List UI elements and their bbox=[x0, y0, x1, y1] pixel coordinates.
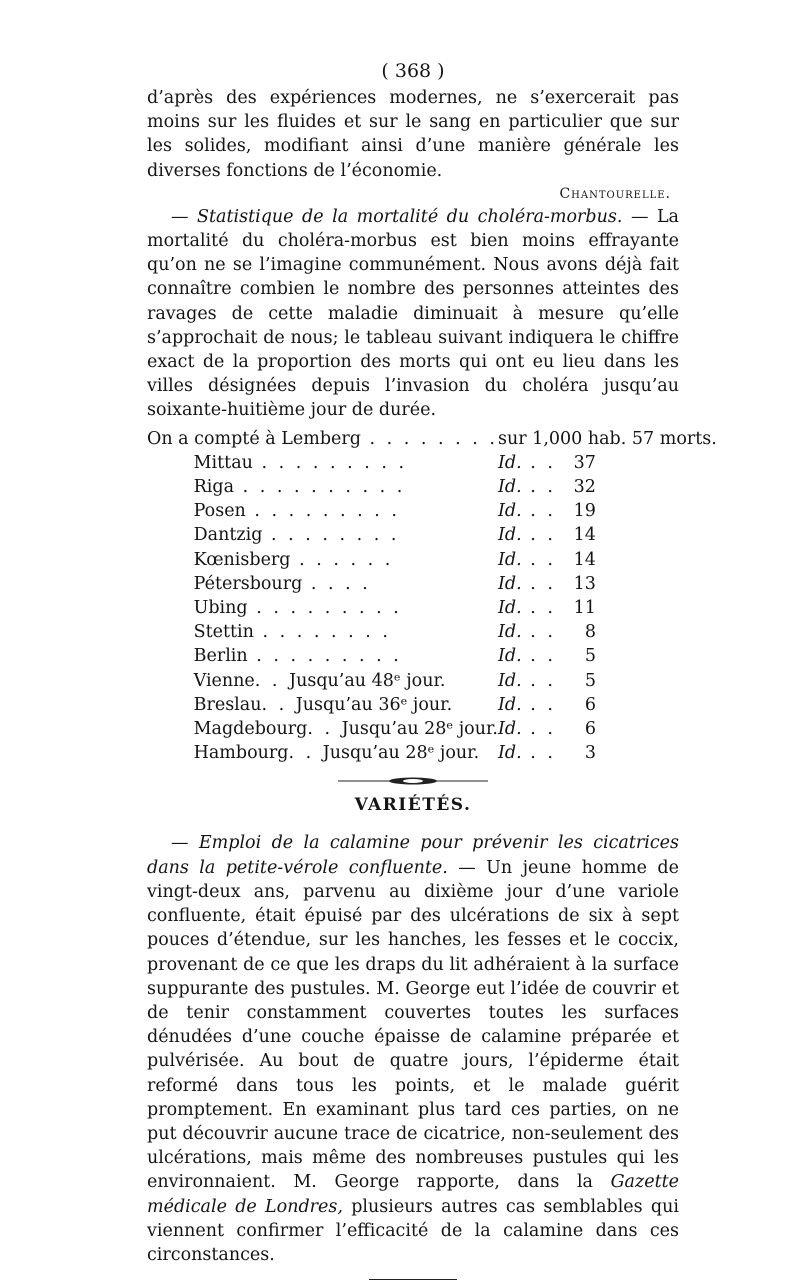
table-spacer bbox=[596, 523, 717, 547]
table-first-city: Lemberg bbox=[281, 428, 361, 449]
leader-dots: . . . . . . bbox=[290, 549, 394, 570]
leader-dots: . . bbox=[521, 525, 556, 546]
article-calamine-title: Emploi de la calamine pour prévenir les cicatrices dans la petite-vérole confluente. bbox=[147, 833, 679, 878]
table-city: Mittau bbox=[193, 452, 253, 473]
table-city-cell bbox=[194, 644, 498, 668]
table-id-cell bbox=[498, 523, 556, 547]
table-city: Hambourg bbox=[193, 743, 289, 764]
table-first-ratio: sur 1,000 hab. bbox=[498, 428, 627, 449]
table-city: Stettin bbox=[193, 622, 254, 643]
leader-dots: . . bbox=[307, 719, 342, 740]
leader-dots: . . . . . . . . bbox=[262, 525, 400, 546]
table-row bbox=[147, 717, 717, 741]
table-value: 5 bbox=[584, 646, 596, 667]
table-spacer bbox=[596, 596, 717, 620]
table-id: Id. bbox=[498, 622, 522, 643]
leader-dots: . . bbox=[521, 694, 556, 715]
table-id-cell bbox=[498, 669, 556, 693]
table-id: Id. bbox=[498, 598, 522, 619]
leader-dots: . . bbox=[521, 452, 556, 473]
leader-dots: . . bbox=[521, 477, 556, 498]
leader-dots: . . . . . . . . . . bbox=[234, 477, 406, 498]
table-row bbox=[147, 427, 717, 451]
table-spacer bbox=[596, 741, 717, 765]
leader-dots: . . . . bbox=[302, 573, 371, 594]
article-statistics bbox=[147, 205, 679, 423]
table-city: Vienne bbox=[193, 670, 255, 691]
table-spacer bbox=[596, 451, 717, 475]
table-spacer bbox=[596, 548, 717, 572]
section-heading: VARIÉTÉS. bbox=[354, 795, 472, 816]
table-row bbox=[147, 693, 717, 717]
table-id-cell bbox=[498, 499, 556, 523]
article-statistics-dash: — bbox=[171, 206, 198, 227]
table-value: 13 bbox=[573, 573, 596, 594]
table-city: Magdebourg bbox=[193, 719, 308, 740]
mortality-table bbox=[147, 427, 717, 766]
table-id: Id. bbox=[498, 694, 522, 715]
table-city-cell bbox=[194, 499, 498, 523]
table-city: Ubing bbox=[193, 598, 248, 619]
table-city-cell bbox=[194, 451, 498, 475]
intro-paragraph: d’après des expériences modernes, ne s’exercerait pas moins sur les fluides et sur le sang en particulier que sur les solides, modifiant ainsi d’une manière générale les diverses fonctions de l’économie. bbox=[147, 88, 679, 181]
table-city-cell bbox=[194, 741, 498, 765]
table-indent bbox=[147, 693, 194, 717]
table-city-cell bbox=[194, 693, 498, 717]
table-id-cell bbox=[498, 475, 556, 499]
table-row bbox=[147, 523, 717, 547]
leader-dots: . . . . . . . . . bbox=[247, 598, 402, 619]
article-calamine bbox=[147, 831, 679, 1267]
leader-dots: . . . . . . . . . bbox=[247, 646, 402, 667]
table-qualifier: Jusqu’au 48ᵉ jour. bbox=[289, 670, 446, 691]
leader-dots: . . . . . . . . bbox=[360, 428, 498, 449]
table-qualifier: Jusqu’au 36ᵉ jour. bbox=[295, 694, 453, 715]
leader-dots: . . bbox=[521, 573, 556, 594]
table-indent bbox=[147, 620, 194, 644]
table-value: 19 bbox=[573, 501, 596, 522]
table-row bbox=[147, 741, 717, 765]
ornament-divider bbox=[338, 775, 488, 787]
table-indent bbox=[147, 499, 194, 523]
leader-dots: . . bbox=[521, 622, 556, 643]
leader-dots: . . bbox=[521, 549, 556, 570]
article-calamine-journal: Gazette médicale de Londres, bbox=[147, 1172, 679, 1217]
table-row bbox=[147, 548, 717, 572]
table-id-cell bbox=[498, 596, 556, 620]
table-qualifier: Jusqu’au 28ᵉ jour. bbox=[341, 719, 498, 740]
table-value: 11 bbox=[573, 598, 596, 619]
table-id: Id. bbox=[498, 670, 522, 691]
table-city: Dantzig bbox=[193, 525, 263, 546]
table-value: 5 bbox=[584, 670, 596, 691]
table-id-cell bbox=[498, 572, 556, 596]
article-statistics-body: — La mortalité du choléra-morbus est bien moins effrayante qu’on ne se l’imagine communément. Nous avons déjà fait connaître combien le nombre des personnes atteintes des ravages de cette maladie diminuait à mesure qu’elle s’approchait de nous; le tableau suivant indiquera le chiffre exact de la proportion des morts qui ont eu lieu dans les villes désignées depuis l’invasion du choléra jusqu’au soixante-huitième jour de durée. bbox=[147, 206, 679, 421]
table-id: Id. bbox=[498, 525, 522, 546]
table-indent bbox=[147, 669, 194, 693]
table-id-cell bbox=[498, 548, 556, 572]
table-id: Id. bbox=[498, 501, 522, 522]
table-id: Id. bbox=[498, 743, 522, 764]
table-value: 37 bbox=[573, 452, 596, 473]
table-id-cell bbox=[498, 693, 556, 717]
table-row bbox=[147, 572, 717, 596]
table-city: Kœnisberg bbox=[193, 549, 291, 570]
table-row bbox=[147, 499, 717, 523]
table-indent bbox=[147, 717, 194, 741]
article-statistics-title: Statistique de la mortalité du choléra-morbus. bbox=[197, 206, 623, 227]
article-calamine-body-end: plusieurs autres cas semblables qui viennent confirmer l’efficacité de la calamine dans ces circonstances. bbox=[147, 1196, 679, 1265]
table-city-cell bbox=[194, 620, 498, 644]
leader-dots: . . . . . . . . . bbox=[245, 501, 400, 522]
leader-dots: . . bbox=[521, 598, 556, 619]
table-id-cell bbox=[498, 644, 556, 668]
table-value: 32 bbox=[573, 477, 596, 498]
table-value: 14 bbox=[573, 525, 596, 546]
table-spacer bbox=[596, 644, 717, 668]
table-id: Id. bbox=[498, 719, 522, 740]
leader-dots: . . bbox=[521, 670, 556, 691]
table-value: 6 bbox=[584, 694, 596, 715]
table-indent bbox=[147, 596, 194, 620]
leader-dots: . . . . . . . . . bbox=[252, 452, 408, 473]
table-id: Id. bbox=[498, 646, 522, 667]
table-indent bbox=[147, 741, 194, 765]
table-indent bbox=[147, 644, 194, 668]
intro-signature: Chantourelle. bbox=[559, 185, 671, 202]
table-indent bbox=[147, 451, 194, 475]
table-spacer bbox=[596, 669, 717, 693]
table-id: Id. bbox=[498, 452, 522, 473]
table-spacer bbox=[596, 572, 717, 596]
table-indent bbox=[147, 572, 194, 596]
table-row bbox=[147, 451, 717, 475]
leader-dots: . . bbox=[261, 694, 296, 715]
table-indent bbox=[147, 475, 194, 499]
table-spacer bbox=[596, 475, 717, 499]
table-qualifier: Jusqu’au 28ᵉ jour. bbox=[322, 743, 480, 764]
table-city: Berlin bbox=[193, 646, 248, 667]
table-value: 14 bbox=[573, 549, 596, 570]
leader-dots: . . bbox=[521, 719, 556, 740]
table-city: Pétersbourg bbox=[193, 573, 303, 594]
table-id: Id. bbox=[498, 477, 522, 498]
table-intro: On a compté à bbox=[147, 428, 276, 449]
table-spacer bbox=[596, 620, 717, 644]
table-value: 8 bbox=[584, 622, 596, 643]
table-id-cell bbox=[498, 717, 556, 741]
table-spacer bbox=[596, 717, 717, 741]
table-id: Id. bbox=[498, 573, 522, 594]
table-row bbox=[147, 475, 717, 499]
table-city: Posen bbox=[193, 501, 246, 522]
table-spacer bbox=[596, 499, 717, 523]
table-indent bbox=[147, 548, 194, 572]
table-city-cell bbox=[194, 475, 498, 499]
table-indent bbox=[147, 523, 194, 547]
page-number: ( 368 ) bbox=[381, 60, 445, 82]
leader-dots: . . bbox=[521, 646, 556, 667]
table-city-cell bbox=[194, 572, 498, 596]
table-row bbox=[147, 644, 717, 668]
table-id-cell bbox=[498, 451, 556, 475]
page bbox=[147, 58, 717, 1280]
article-calamine-dash: — bbox=[171, 833, 199, 854]
table-city-cell bbox=[194, 548, 498, 572]
table-row bbox=[147, 596, 717, 620]
table-spacer bbox=[596, 693, 717, 717]
table-id: Id. bbox=[498, 549, 522, 570]
article-calamine-body: — Un jeune homme de vingt-deux ans, parvenu au dixième jour d’une variole confluente, était épuisé par des ulcérations de six à sept pouces d’étendue, sur les hanches, les fesses et le coccix, provenant de ce que les draps du lit adhéraient à la surface suppurante des pustules. M. George eut l’idée de couvrir et de tenir constamment couvertes toutes les surfaces dénudées d’une couche épaisse de calamine préparée et pulvérisée. Au bout de quatre jours, l’épiderme était reformé dans tous les points, et le malade guérit promptement. En examinant plus tard ces parties, on ne put découvrir aucune trace de cicatrice, non-seulement des ulcérations, mais même des nombreuses pustules qui les environnaient. M. George rapporte, dans la bbox=[147, 857, 679, 1193]
table-row bbox=[147, 620, 717, 644]
table-id-cell bbox=[498, 741, 556, 765]
leader-dots: . . bbox=[521, 501, 556, 522]
table-city-cell bbox=[194, 717, 498, 741]
table-first-unit: morts. bbox=[659, 428, 717, 449]
table-id-cell bbox=[498, 620, 556, 644]
table-value: 3 bbox=[584, 743, 596, 764]
table-value: 6 bbox=[584, 719, 596, 740]
table-first-value: 57 bbox=[631, 428, 655, 449]
table-city-cell bbox=[194, 669, 498, 693]
leader-dots: . . bbox=[288, 743, 323, 764]
table-city-cell bbox=[194, 523, 498, 547]
leader-dots: . . . . . . . . bbox=[253, 622, 391, 643]
table-row bbox=[147, 669, 717, 693]
leader-dots: . . bbox=[254, 670, 290, 691]
table-city-cell bbox=[194, 596, 498, 620]
leader-dots: . . bbox=[521, 743, 556, 764]
table-city: Breslau bbox=[193, 694, 262, 715]
table-city: Riga bbox=[193, 477, 235, 498]
